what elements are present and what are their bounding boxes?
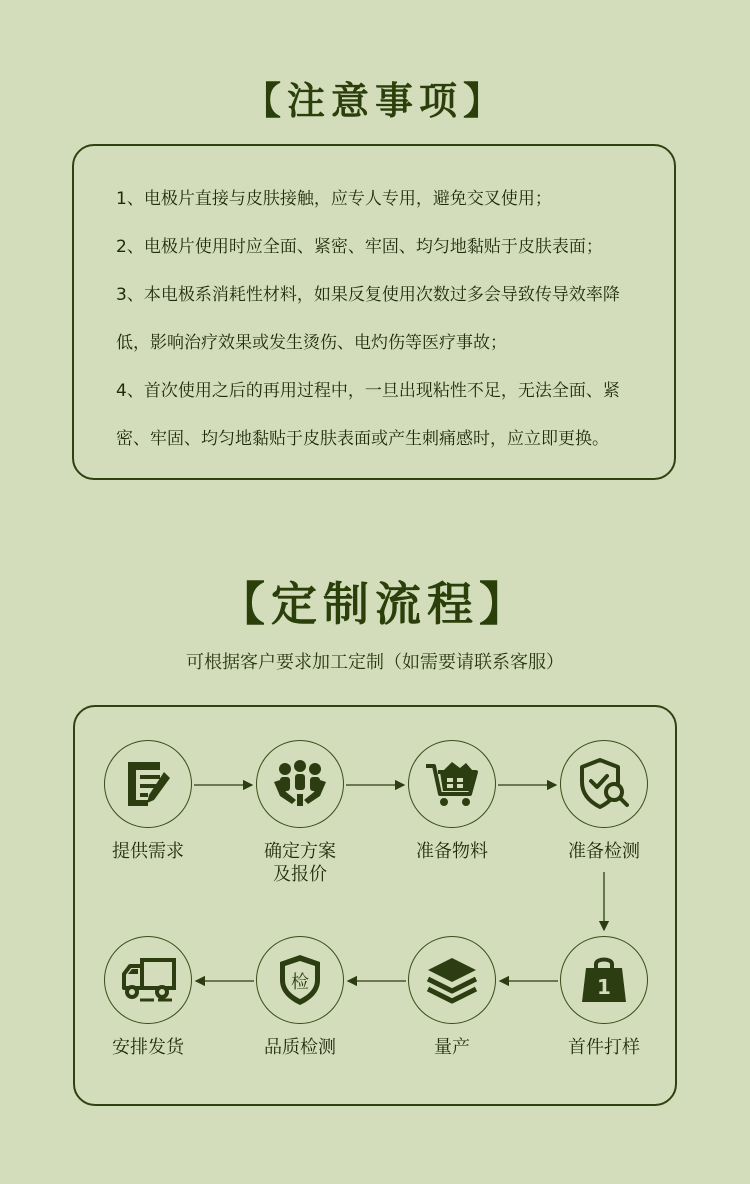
step-arrange-shipment [68, 936, 228, 1059]
step-circle [104, 936, 192, 1024]
flow-title: 【定制流程】 [219, 577, 531, 631]
step-quality-inspection [220, 936, 380, 1059]
step-label-line-1: 安排发货 [112, 1037, 184, 1058]
step-circle [408, 740, 496, 828]
step-label [68, 1036, 228, 1059]
step-circle [256, 936, 344, 1024]
notice-line-5: 4、首次使用之后的再用过程中，一旦出现粘性不足，无法全面、紧 [116, 381, 620, 401]
step-circle [560, 936, 648, 1024]
step-label-line-2: 及报价 [273, 864, 327, 885]
step-label [372, 1036, 532, 1059]
step-label-line-1: 量产 [434, 1037, 470, 1058]
notice-title: 【注意事项】 [242, 78, 507, 123]
inspection-badge-icon [270, 950, 330, 1010]
step-circle [408, 936, 496, 1024]
shield-search-icon [574, 754, 634, 814]
notice-line-4: 低，影响治疗效果或发生烫伤、电灼伤等医疗事故； [116, 333, 507, 353]
step-label [524, 1036, 684, 1059]
flow-subtitle: 可根据客户要求加工定制（如需要请联系客服） [186, 652, 564, 673]
notice-box [72, 144, 676, 480]
step-prepare-materials [372, 740, 532, 863]
step-circle [256, 740, 344, 828]
step-label [220, 1036, 380, 1059]
step-label-line-1: 品质检测 [264, 1037, 336, 1058]
bag-number-icon [574, 950, 634, 1010]
notice-line-2: 2、电极片使用时应全面、紧密、牢固、均匀地黏贴于皮肤表面； [116, 237, 603, 257]
bag-badge-text: 1 [597, 975, 611, 999]
step-first-sample [524, 936, 684, 1059]
step-mass-production [372, 936, 532, 1059]
notice-line-1: 1、电极片直接与皮肤接触，应专人专用，避免交叉使用； [116, 189, 552, 209]
notice-line-6: 密、牢固、均匀地黏贴于皮肤表面或产生刺痛感时，应立即更换。 [116, 429, 609, 449]
step-label-line-1: 准备物料 [416, 841, 488, 862]
step-label-line-1: 确定方案 [264, 841, 336, 862]
step-label-line-1: 提供需求 [112, 841, 184, 862]
step-label [372, 840, 532, 863]
step-provide-requirements [68, 740, 228, 863]
inspection-badge-text: 检 [291, 972, 309, 993]
step-label-line-1: 首件打样 [568, 1037, 640, 1058]
step-label [524, 840, 684, 863]
team-hands-icon [270, 754, 330, 814]
step-confirm-plan [220, 740, 380, 886]
step-circle [104, 740, 192, 828]
step-label [220, 840, 380, 886]
document-edit-icon [118, 754, 178, 814]
step-label-line-1: 准备检测 [568, 841, 640, 862]
notice-line-3: 3、本电极系消耗性材料，如果反复使用次数过多会导致传导效率降 [116, 285, 620, 305]
delivery-truck-icon [118, 950, 178, 1010]
step-circle [560, 740, 648, 828]
step-prepare-inspection [524, 740, 684, 863]
step-label [68, 840, 228, 863]
shopping-cart-icon [422, 754, 482, 814]
layers-icon [422, 950, 482, 1010]
